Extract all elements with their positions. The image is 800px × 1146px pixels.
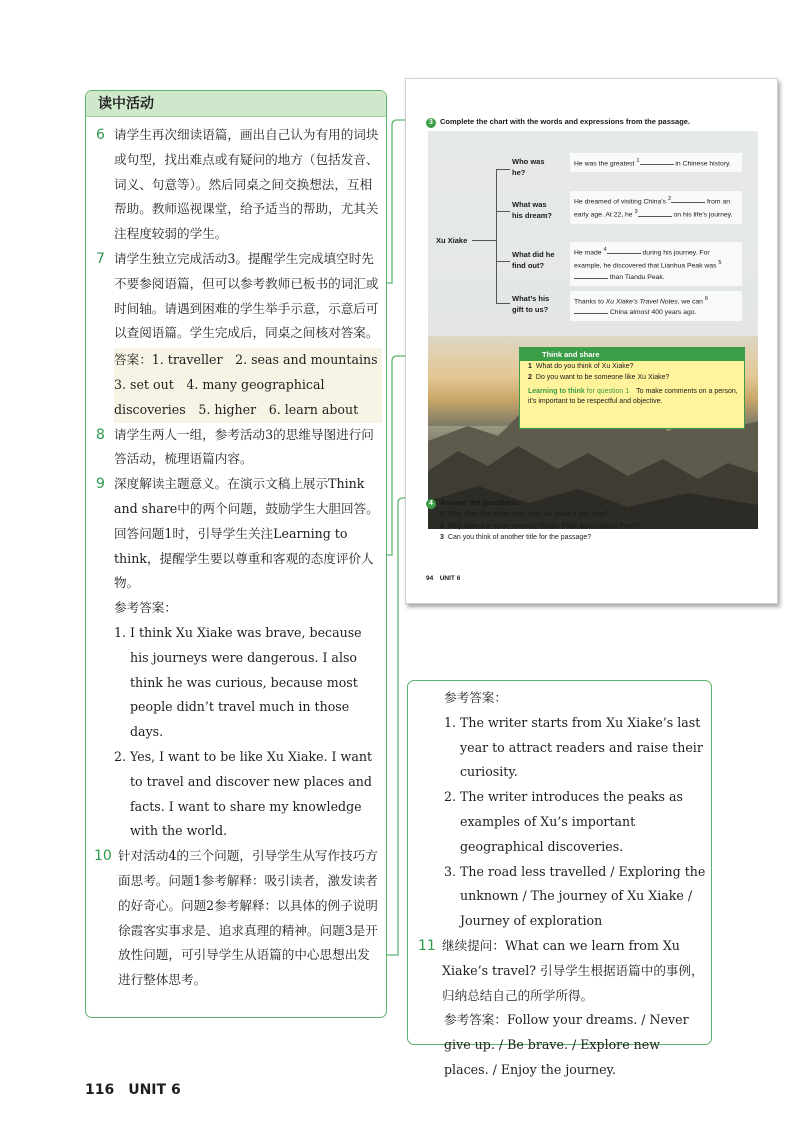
branch-line — [496, 169, 510, 170]
teaching-notes-box — [85, 90, 391, 1018]
question-item: 3 Can you think of another title for the passage? — [440, 534, 592, 541]
think-and-share-box — [519, 347, 745, 429]
activity-number-badge: 3 — [426, 118, 436, 128]
branch-answer: He was the greatest $^1$ in Chinese history. — [570, 153, 742, 172]
page-number: 116 UNIT 6 — [85, 1082, 181, 1098]
answer-item: 1. The writer starts from Xu Xiake’s last year to attract readers and raise their curiosity. — [444, 714, 703, 780]
branch-question: Who was he? — [512, 157, 545, 177]
branch-line — [496, 211, 510, 212]
reference-answers — [96, 596, 382, 844]
activity3-heading: 3 Complete the chart with the words and expressions from the passage. — [426, 117, 690, 128]
activity3-answers: 答案：1. traveller 2. seas and mountains 3. set out 4. many geographical discoveries 5. higher 6. learn about — [114, 348, 382, 422]
reference-label: 参考答案： — [444, 690, 507, 705]
note-item-9: 9 深度解读主题意义。在演示文稿上展示Think and share中的两个问题，鼓励学生大胆回答。回答问题1时，引导学生关注Learning to think，提醒学生要以尊重和客观的态度评价人物。 — [96, 476, 379, 591]
branch-answer: Thanks to Xu Xiake’s Travel Notes, we can $^6$ China almost 400 years ago. — [570, 291, 742, 321]
note-item-6: 6 请学生再次细读语篇，画出自己认为有用的词块或句型，找出难点或有疑问的地方（包括发音、词义、句意等）。然后同桌之间交换想法，互相帮助。教师巡视课堂，给予适当的帮助，尤其关注程度较弱的学生。 — [96, 127, 379, 242]
notes-body — [94, 123, 391, 993]
note-item-7: 7 请学生独立完成活动3。提醒学生完成填空时先不要参阅语篇，但可以参考教师已板书的词汇或时间轴。请遇到困难的学生举手示意，示意后可以查阅语篇。学生完成后，同桌之间核对答案。 — [96, 250, 379, 341]
answers-body — [420, 686, 708, 1083]
activity-number-badge: 4 — [426, 499, 436, 509]
note-item-11: 11 继续提问：What can we learn from Xu Xiake’s travel? 引导学生根据语篇中的事例，归纳总结自己的所学所得。 — [418, 937, 704, 1003]
answer-item: 3. The road less travelled / Exploring the unknown / The journey of Xu Xiake / Journey of exploration — [444, 863, 706, 929]
reference-label: 参考答案： — [114, 600, 177, 616]
mind-map-root: Xu Xiake — [436, 236, 468, 245]
branch-question: What’s his gift to us? — [512, 294, 550, 314]
answer-item: 1. I think Xu Xiake was brave, because his journeys were dangerous. I also think he was curious, because most people didn’t travel much in those days. — [114, 624, 362, 740]
note-item-8: 8 请学生两人一组，参考活动3的思维导图进行问答活动，梳理语篇内容。 — [96, 426, 374, 467]
think-question-2: 2 Do you want to be someone like Xu Xiake? — [528, 374, 670, 381]
branch-line — [496, 169, 497, 303]
think-and-share-title: Think and share — [520, 348, 744, 361]
branch-question: What was his dream? — [512, 200, 553, 220]
answer-item: 2. Yes, I want to be like Xu Xiake. I want to travel and discover new places and facts. I want to share my knowledge with the world. — [114, 748, 372, 839]
branch-answer: He made $^4$ during his journey. For example, he discovered that Lianhua Peak was $^5$ than Tiandu Peak. — [570, 242, 742, 286]
branch-line — [496, 303, 510, 304]
learning-to-think-note: Learning to think for question 1 To make comments on a person, it’s important to be respectful and objective. — [528, 388, 738, 405]
activity4-section — [426, 497, 640, 544]
question-item: 2 Why does the writer mention Tiandu Peak and Lianhua Peak? — [440, 522, 640, 530]
branch-question: What did he find out? — [512, 250, 555, 270]
textbook-page-thumbnail — [405, 78, 778, 604]
section-heading: 读中活动 — [86, 91, 386, 117]
mind-map-chart — [428, 131, 758, 529]
activity4-heading: 4 Answer the questions. — [426, 497, 640, 509]
branch-line — [472, 240, 496, 241]
note-item-10: 10 针对活动4的三个问题，引导学生从写作技巧方面思考。问题1参考解释：吸引读者，激发读者的好奇心。问题2参考解释：以具体的例子说明徐霞客实事求是、追求真理的精神。问题3是开放性问题，可引导学生从语篇的中心思想出发进行整体思考。 — [94, 848, 378, 988]
question-item: 1 Why does the writer start from Xu Xiake’s last year? — [440, 511, 609, 518]
item11-reference-answer: 参考答案：Follow your dreams. / Never give up. / Be brave. / Explore new places. / Enjoy the journey. — [444, 1012, 689, 1077]
answers-box — [407, 680, 712, 1077]
branch-answer: He dreamed of visiting China’s $^2$ from an early age. At 22, he $^3$ on his life’s journey. — [570, 191, 742, 224]
answer-item: 2. The writer introduces the peaks as examples of Xu’s important geographical discoveries. — [444, 789, 683, 854]
think-question-1: 1 What do you think of Xu Xiake? — [528, 363, 634, 370]
branch-line — [496, 261, 510, 262]
textbook-page-number: 94 UNIT 6 — [426, 575, 461, 582]
